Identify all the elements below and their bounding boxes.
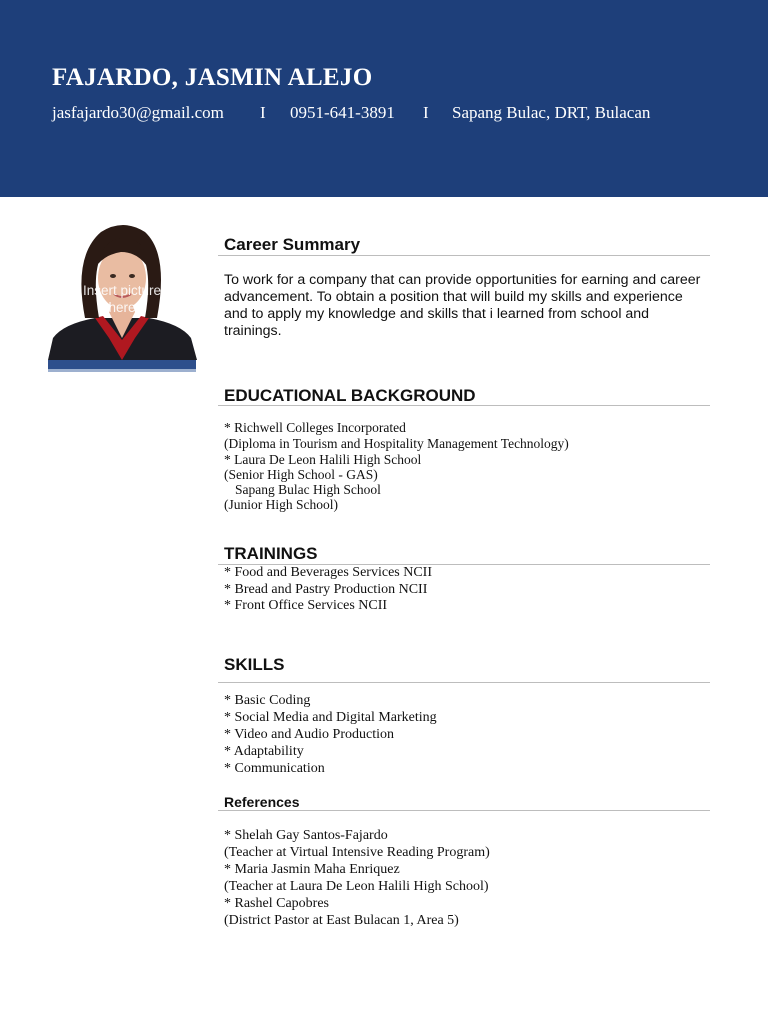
divider <box>218 255 710 256</box>
header-banner <box>0 0 768 197</box>
photo-placeholder-text: Insert picture here <box>82 283 162 315</box>
education-line: Sapang Bulac High School <box>235 482 381 497</box>
profile-photo <box>45 212 199 372</box>
trainings-heading: TRAININGS <box>224 544 318 563</box>
phone-number: 0951-641-3891 <box>290 103 395 122</box>
skill-item: * Communication <box>224 761 325 776</box>
skill-item: * Social Media and Digital Marketing <box>224 710 437 725</box>
reference-line: (Teacher at Laura De Leon Halili High School) <box>224 879 489 894</box>
education-line: (Diploma in Tourism and Hospitality Management Technology) <box>224 436 569 451</box>
reference-line: * Shelah Gay Santos-Fajardo <box>224 828 388 843</box>
contact-separator: I <box>260 103 266 122</box>
divider <box>218 810 710 811</box>
education-line: * Laura De Leon Halili High School <box>224 452 422 467</box>
reference-line: * Maria Jasmin Maha Enriquez <box>224 862 400 877</box>
skill-item: * Video and Audio Production <box>224 727 395 742</box>
home-address: Sapang Bulac, DRT, Bulacan <box>452 103 651 122</box>
contact-separator: I <box>423 103 429 122</box>
education-heading: EDUCATIONAL BACKGROUND <box>224 386 476 405</box>
reference-line: * Rashel Capobres <box>224 896 329 911</box>
skill-item: * Basic Coding <box>224 693 311 708</box>
email-address[interactable]: jasfajardo30@gmail.com <box>52 103 224 122</box>
training-item: * Food and Beverages Services NCII <box>224 565 433 580</box>
training-item: * Front Office Services NCII <box>224 598 388 613</box>
reference-line: (Teacher at Virtual Intensive Reading Program) <box>224 845 490 860</box>
education-line: (Junior High School) <box>224 497 338 512</box>
skill-item: * Adaptability <box>224 744 304 759</box>
references-heading: References <box>224 794 300 810</box>
divider <box>218 682 710 683</box>
skills-heading: SKILLS <box>224 655 285 674</box>
education-line: * Richwell Colleges Incorporated <box>224 420 406 435</box>
divider <box>218 405 710 406</box>
education-line: (Senior High School - GAS) <box>224 467 378 482</box>
career-summary-text: To work for a company that can provide opportunities for earning and career advancement. To obtain a position that will build my skills and experience and to apply my knowledge and skills that i learned from school and trainings. <box>224 272 701 339</box>
career-summary-heading: Career Summary <box>224 235 361 254</box>
reference-line: (District Pastor at East Bulacan 1, Area 5) <box>224 913 459 928</box>
candidate-name: FAJARDO, JASMIN ALEJO <box>52 64 373 91</box>
training-item: * Bread and Pastry Production NCII <box>224 582 428 597</box>
